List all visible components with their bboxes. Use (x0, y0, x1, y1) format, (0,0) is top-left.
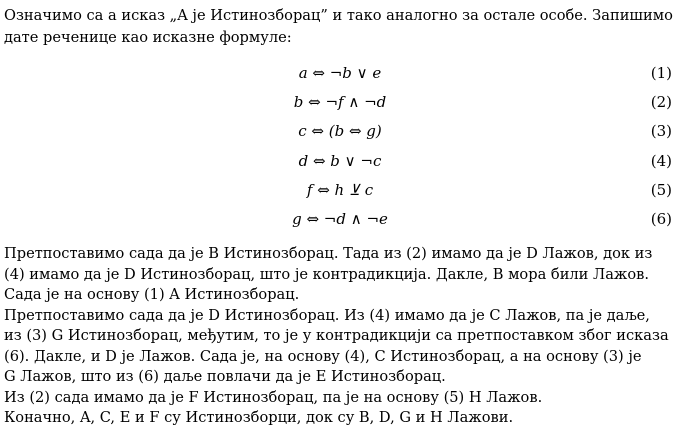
equation-row (4, 151, 676, 180)
equation-number: (6) (650, 209, 672, 228)
equation-row (4, 92, 676, 121)
equation-row (4, 63, 676, 92)
equation-formula: b ⇔ ¬f ∧ ¬d (293, 93, 387, 112)
intro-paragraph (4, 5, 676, 49)
text-line: дате реченице као исказне формуле: (4, 29, 292, 46)
text-line: Претпоставимо сада да је B Истинозборац. Тада из (2) имамо да је D Лажов, док из (4, 245, 653, 263)
equation-formula: c ⇔ (b ⇔ g) (298, 122, 382, 141)
equation-row (4, 180, 676, 209)
text-line: (4) имамо да је D Истинозборац, што је контрадикција. Дакле, B мора били Лажов. (4, 265, 649, 283)
text-line: Из (2) сада имамо да је F Истинозборац, па је на основу (5) H Лажов. (4, 388, 543, 406)
text-line: (6). Дакле, и D је Лажов. Сада је, на основу (4), C Истинозборац, а на основу (3) је (4, 347, 642, 365)
text-line: Означимо са a исказ „A је Истинозборац” и тако аналогно за остале особе. Запишимо (4, 7, 673, 24)
text-line: Коначно, A, C, E и F су Истинозборци, док су B, D, G и H Лажови. (4, 409, 514, 427)
equation-number: (3) (650, 122, 672, 141)
equation-number: (4) (650, 151, 672, 170)
equation-formula: g ⇔ ¬d ∧ ¬e (292, 209, 388, 228)
equation-number: (5) (650, 180, 672, 199)
equation-number: (2) (650, 93, 672, 112)
equation-row (4, 121, 676, 150)
equation-formula: f ⇔ h ⊻ c (306, 180, 374, 199)
proof-body (4, 244, 676, 429)
equation-list (4, 63, 676, 238)
text-line: Сада је на основу (1) A Истинозборац. (4, 286, 300, 304)
equation-row (4, 209, 676, 238)
text-line: Претпоставимо сада да је D Истинозборац. Из (4) имамо да је C Лажов, па је даље, (4, 306, 650, 324)
equation-formula: d ⇔ b ∨ ¬c (298, 151, 382, 170)
equation-formula: a ⇔ ¬b ∨ e (298, 64, 382, 82)
text-line: G Лажов, што из (6) даље повлачи да је E Истинозборац. (4, 368, 446, 386)
equation-number: (1) (650, 64, 672, 82)
text-line: из (3) G Истинозборац, међутим, то је у контрадикцији са претпоставком због исказа (4, 327, 669, 345)
document-page (4, 5, 676, 429)
